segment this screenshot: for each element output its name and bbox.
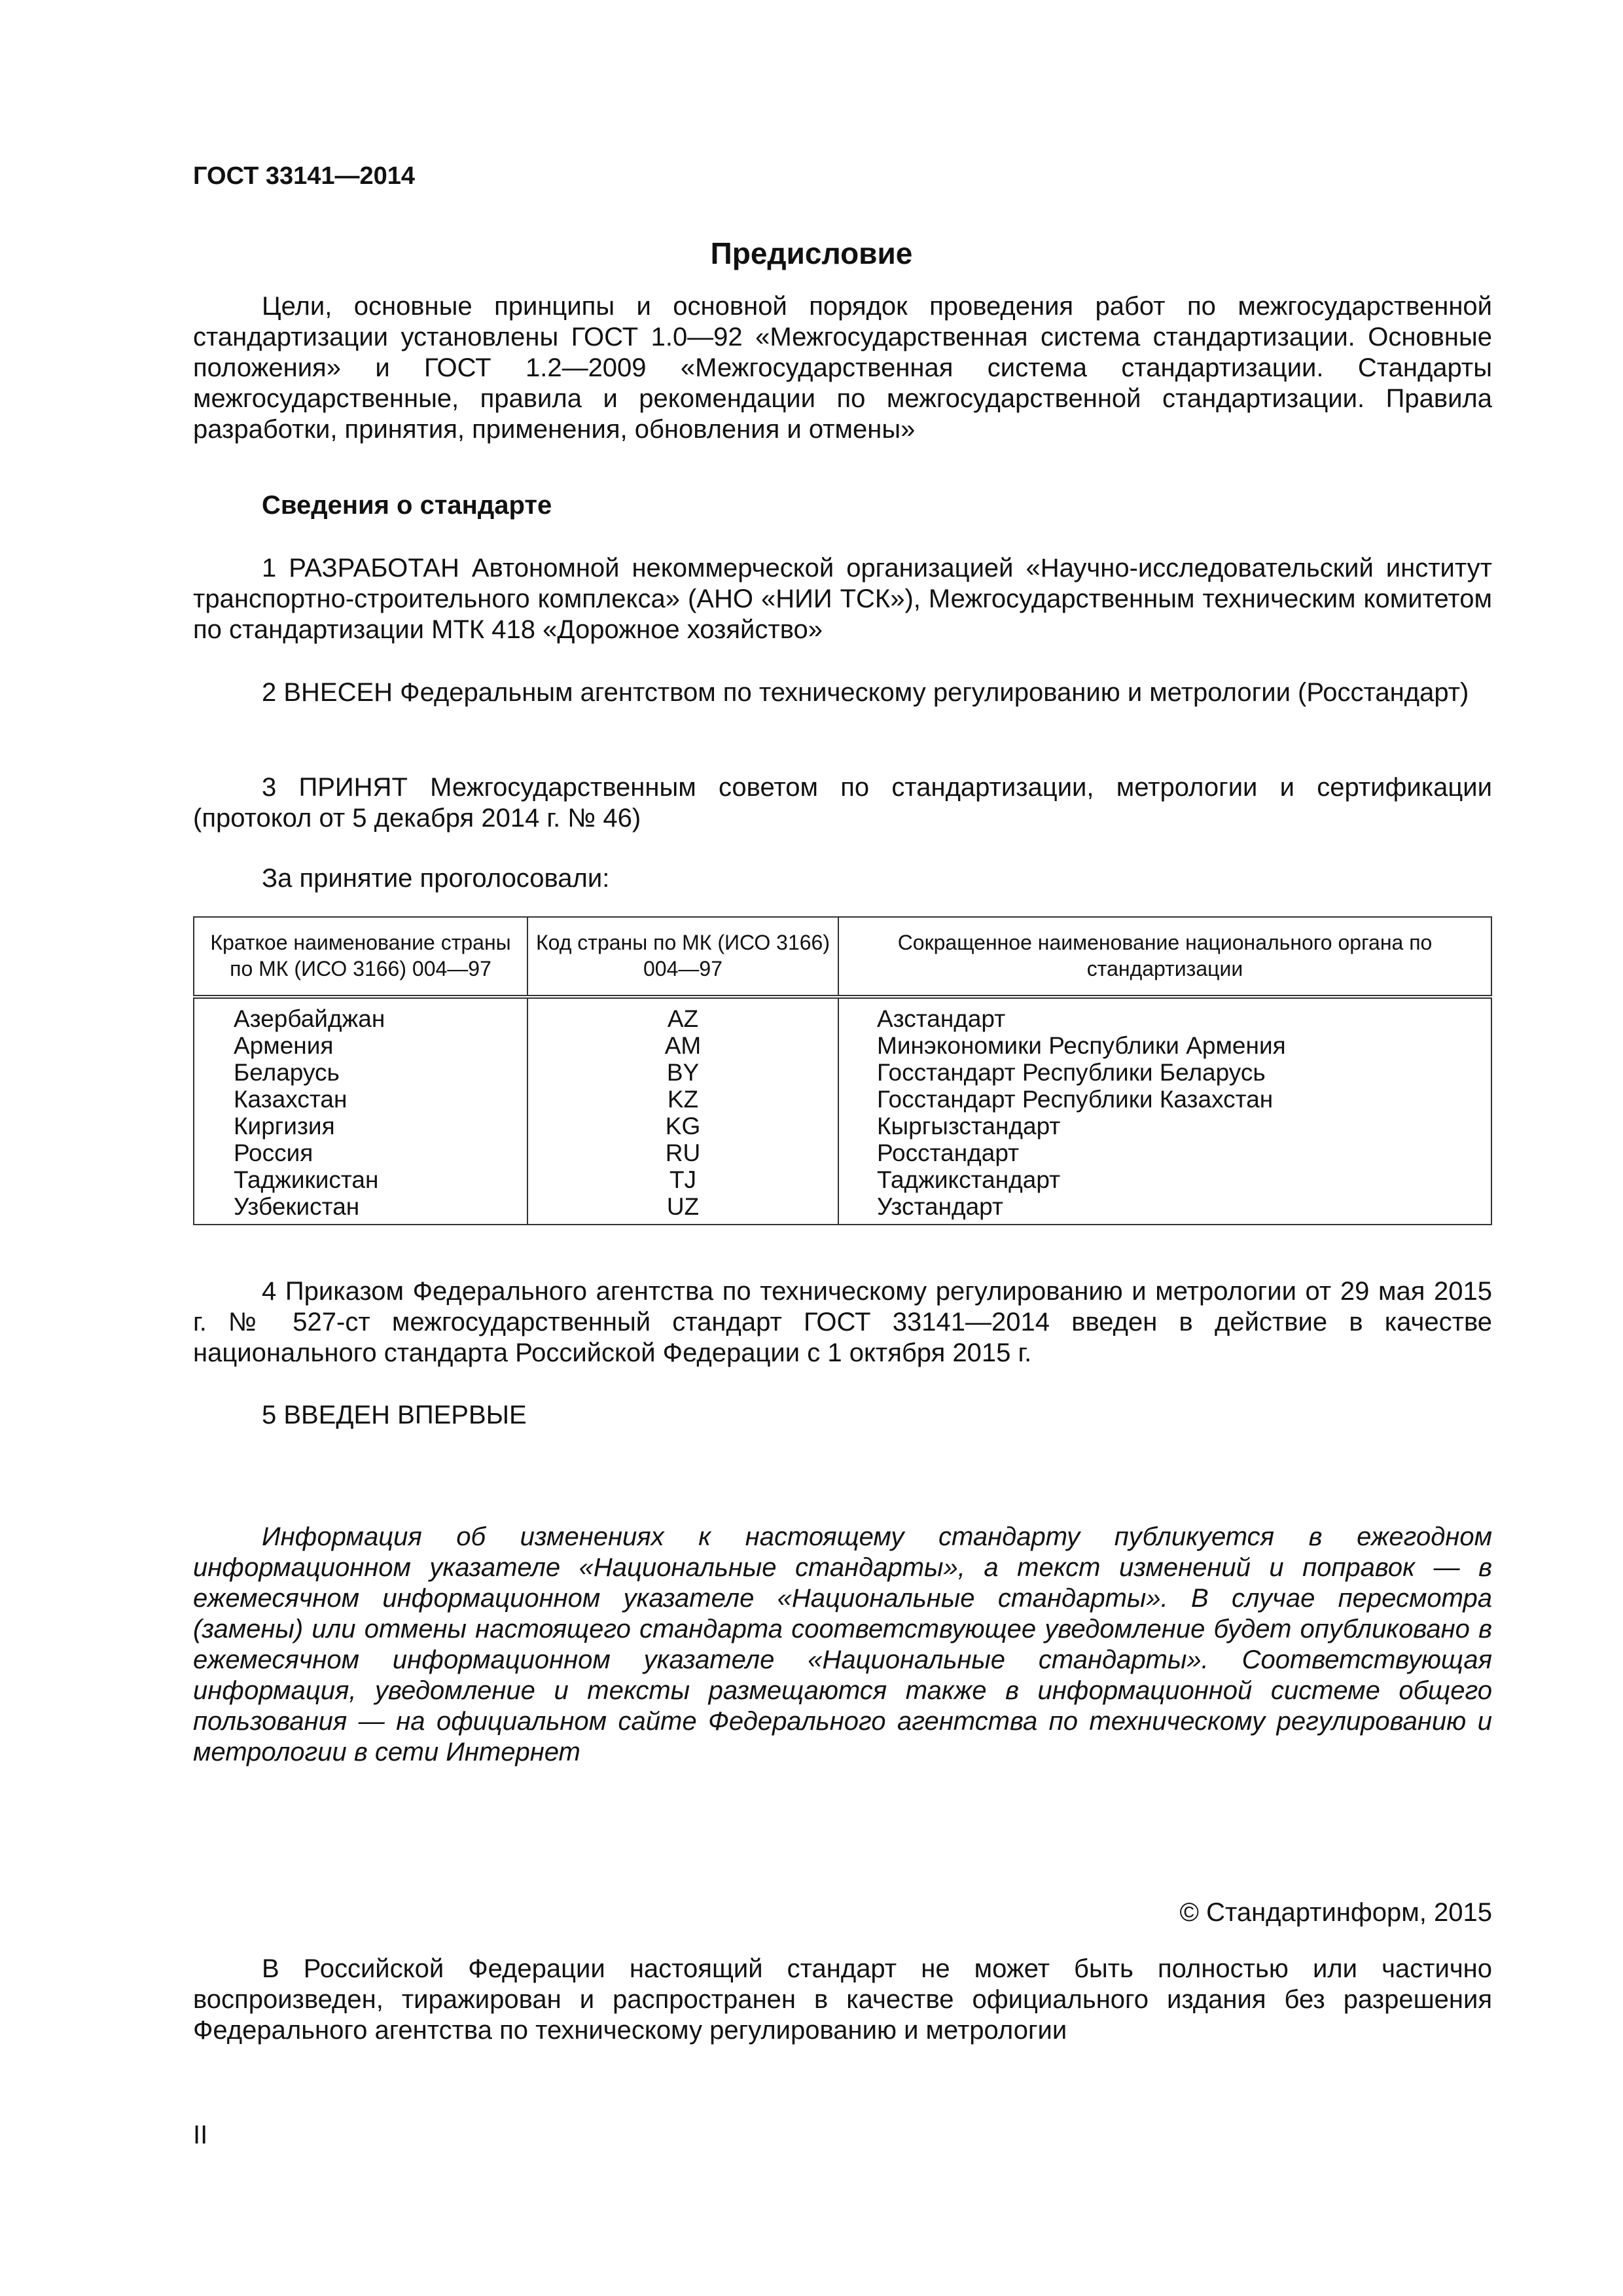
table-row bbox=[194, 1086, 1491, 1113]
page-title: Предисловие bbox=[710, 236, 913, 270]
table-row bbox=[194, 1166, 1491, 1193]
agency-cell: Госстандарт Республики Казахстан bbox=[838, 1086, 1491, 1113]
code-cell: KG bbox=[527, 1113, 838, 1139]
country-cell: Узбекистан bbox=[194, 1193, 527, 1225]
table-row bbox=[194, 1113, 1491, 1139]
page-number: II bbox=[193, 2121, 208, 2149]
voting-table bbox=[193, 916, 1492, 1225]
intro-paragraph: Цели, основные принципы и основной порядок проведения работ по межгосударственной стандартизации установлены ГОСТ 1.0—92 «Межгосударственная система стандартизации. Основные положения» и ГОСТ 1.2—2009 «Межгосударственная система стандартизации. Стандарты межгосударственные, правила и рекомендации по межгосударственной стандартизации. Правила разработки, принятия, применения, обновления и отмены» bbox=[193, 292, 1492, 444]
column-header-agency: Сокращенное наименование национального органа по стандартизации bbox=[838, 917, 1491, 997]
item-submitted: 2 ВНЕСЕН Федеральным агентством по техническому регулированию и метрологии (Росстандарт) bbox=[262, 678, 1469, 707]
code-cell: BY bbox=[527, 1059, 838, 1086]
agency-cell: Минэкономики Республики Армения bbox=[838, 1032, 1491, 1059]
agency-cell: Азстандарт bbox=[838, 997, 1491, 1032]
agency-cell: Узстандарт bbox=[838, 1193, 1491, 1225]
table-row bbox=[194, 997, 1491, 1032]
agency-cell: Таджикстандарт bbox=[838, 1166, 1491, 1193]
table-row bbox=[194, 1193, 1491, 1225]
column-header-code: Код страны по МК (ИСО 3166) 004—97 bbox=[527, 917, 838, 997]
country-cell: Россия bbox=[194, 1139, 527, 1166]
country-cell: Азербайджан bbox=[194, 997, 527, 1032]
code-cell: TJ bbox=[527, 1166, 838, 1193]
copyright-line: © Стандартинформ, 2015 bbox=[1179, 1898, 1492, 1927]
code-cell: KZ bbox=[527, 1086, 838, 1113]
agency-cell: Госстандарт Республики Беларусь bbox=[838, 1059, 1491, 1086]
agency-cell: Росстандарт bbox=[838, 1139, 1491, 1166]
agency-cell: Кыргызстандарт bbox=[838, 1113, 1491, 1139]
code-cell: RU bbox=[527, 1139, 838, 1166]
country-cell: Таджикистан bbox=[194, 1166, 527, 1193]
code-cell: AZ bbox=[527, 997, 838, 1032]
info-heading: Сведения о стандарте bbox=[262, 491, 552, 520]
country-cell: Киргизия bbox=[194, 1113, 527, 1139]
reproduction-restriction: В Российской Федерации настоящий стандарт не может быть полностью или частично воспроизведен, тиражирован и распространен в качестве официального издания без разрешения Федерального агентства по техническому регулированию и метрологии bbox=[193, 1954, 1492, 2045]
item-developed: 1 РАЗРАБОТАН Автономной некоммерческой организацией «Научно-исследовательский институт транспортно-строительного комплекса» (АНО «НИИ ТСК»), Межгосударственным техническим комитетом по стандартизации МТК 418 «Дорожное хозяйство» bbox=[193, 554, 1492, 644]
table-row bbox=[194, 1032, 1491, 1059]
item-first-introduced: 5 ВВЕДЕН ВПЕРВЫЕ bbox=[262, 1401, 527, 1429]
table-row bbox=[194, 1059, 1491, 1086]
country-cell: Беларусь bbox=[194, 1059, 527, 1086]
code-cell: AM bbox=[527, 1032, 838, 1059]
item-enacted: 4 Приказом Федерального агентства по техническому регулированию и метрологии от 29 мая 2015 г. № 527-ст межгосударственный стандарт ГОСТ 33141—2014 введен в действие в качестве национального стандарта Российской Федерации с 1 октября 2015 г. bbox=[193, 1277, 1492, 1367]
country-cell: Казахстан bbox=[194, 1086, 527, 1113]
country-cell: Армения bbox=[194, 1032, 527, 1059]
table-header-row bbox=[194, 917, 1491, 997]
code-cell: UZ bbox=[527, 1193, 838, 1225]
changes-notice: Информация об изменениях к настоящему стандарту публикуется в ежегодном информационном указателе «Национальные стандарты», а текст изменений и поправок — в ежемесячном информационном указателе «Национальные стандарты». В случае пересмотра (замены) или отмены настоящего стандарта соответствующее уведомление будет опубликовано в ежемесячном информационном указателе «Национальные стандарты». Соответствующая информация, уведомление и тексты размещаются также в информационной системе общего пользования — на официальном сайте Федерального агентства по техническому регулированию и метрологии в сети Интернет bbox=[193, 1522, 1492, 1767]
table-row bbox=[194, 1139, 1491, 1166]
voted-label: За принятие проголосовали: bbox=[262, 864, 610, 893]
item-adopted: 3 ПРИНЯТ Межгосударственным советом по стандартизации, метрологии и сертификации (протокол от 5 декабря 2014 г. № 46) bbox=[193, 773, 1492, 833]
column-header-country: Краткое наименование страны по МК (ИСО 3166) 004—97 bbox=[194, 917, 527, 997]
document-code-header: ГОСТ 33141—2014 bbox=[193, 162, 416, 190]
